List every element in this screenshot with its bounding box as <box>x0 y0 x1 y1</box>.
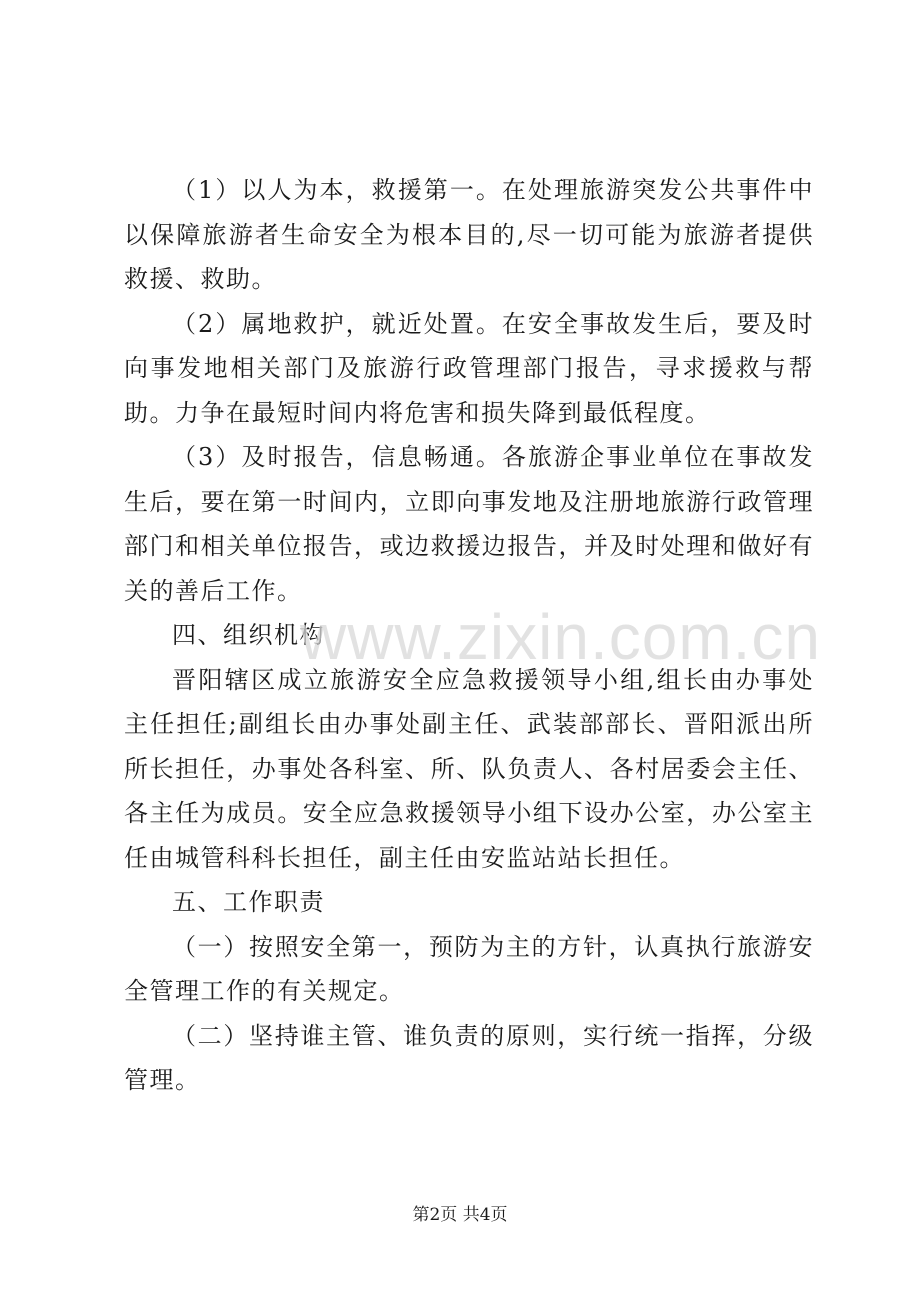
paragraph-principle-1: （1）以人为本，救援第一。在处理旅游突发公共事件中以保障旅游者生命安全为根本目的,尽一切可能为旅游者提供救援、救助。 <box>124 176 814 293</box>
paragraph-duty-1: （一）按照安全第一，预防为主的方针，认真执行旅游安全管理工作的有关规定。 <box>124 932 814 1005</box>
section-heading-duties: 五、工作职责 <box>172 888 325 916</box>
section-heading-organization: 四、组织机构 <box>172 621 325 649</box>
paragraph-organization: 晋阳辖区成立旅游安全应急救援领导小组,组长由办事处主任担任;副组长由办事处副主任、武装部部长、晋阳派出所所长担任，办事处各科室、所、队负责人、各村居委会主任、各主任为成员。安全应急救援领导小组下设办公室，办公室主任由城管科科长担任，副主任由安监站站长担任。 <box>124 665 814 872</box>
page-footer: 第2页 共4页 <box>412 1205 508 1225</box>
paragraph-principle-2: （2）属地救护，就近处置。在安全事故发生后，要及时向事发地相关部门及旅游行政管理部门报告，寻求援救与帮助。力争在最短时间内将危害和损失降到最低程度。 <box>124 309 814 427</box>
watermark-text: www.zixin.com.cn <box>300 601 821 673</box>
paragraph-principle-3: （3）及时报告，信息畅通。各旅游企事业单位在事故发生后，要在第一时间内，立即向事发地及注册地旅游行政管理部门和相关单位报告，或边救援边报告，并及时处理和做好有关的善后工作。 <box>124 443 814 605</box>
document-body <box>124 168 814 1103</box>
paragraph-duty-2: （二）坚持谁主管、谁负责的原则，实行统一指挥，分级管理。 <box>124 1021 814 1094</box>
